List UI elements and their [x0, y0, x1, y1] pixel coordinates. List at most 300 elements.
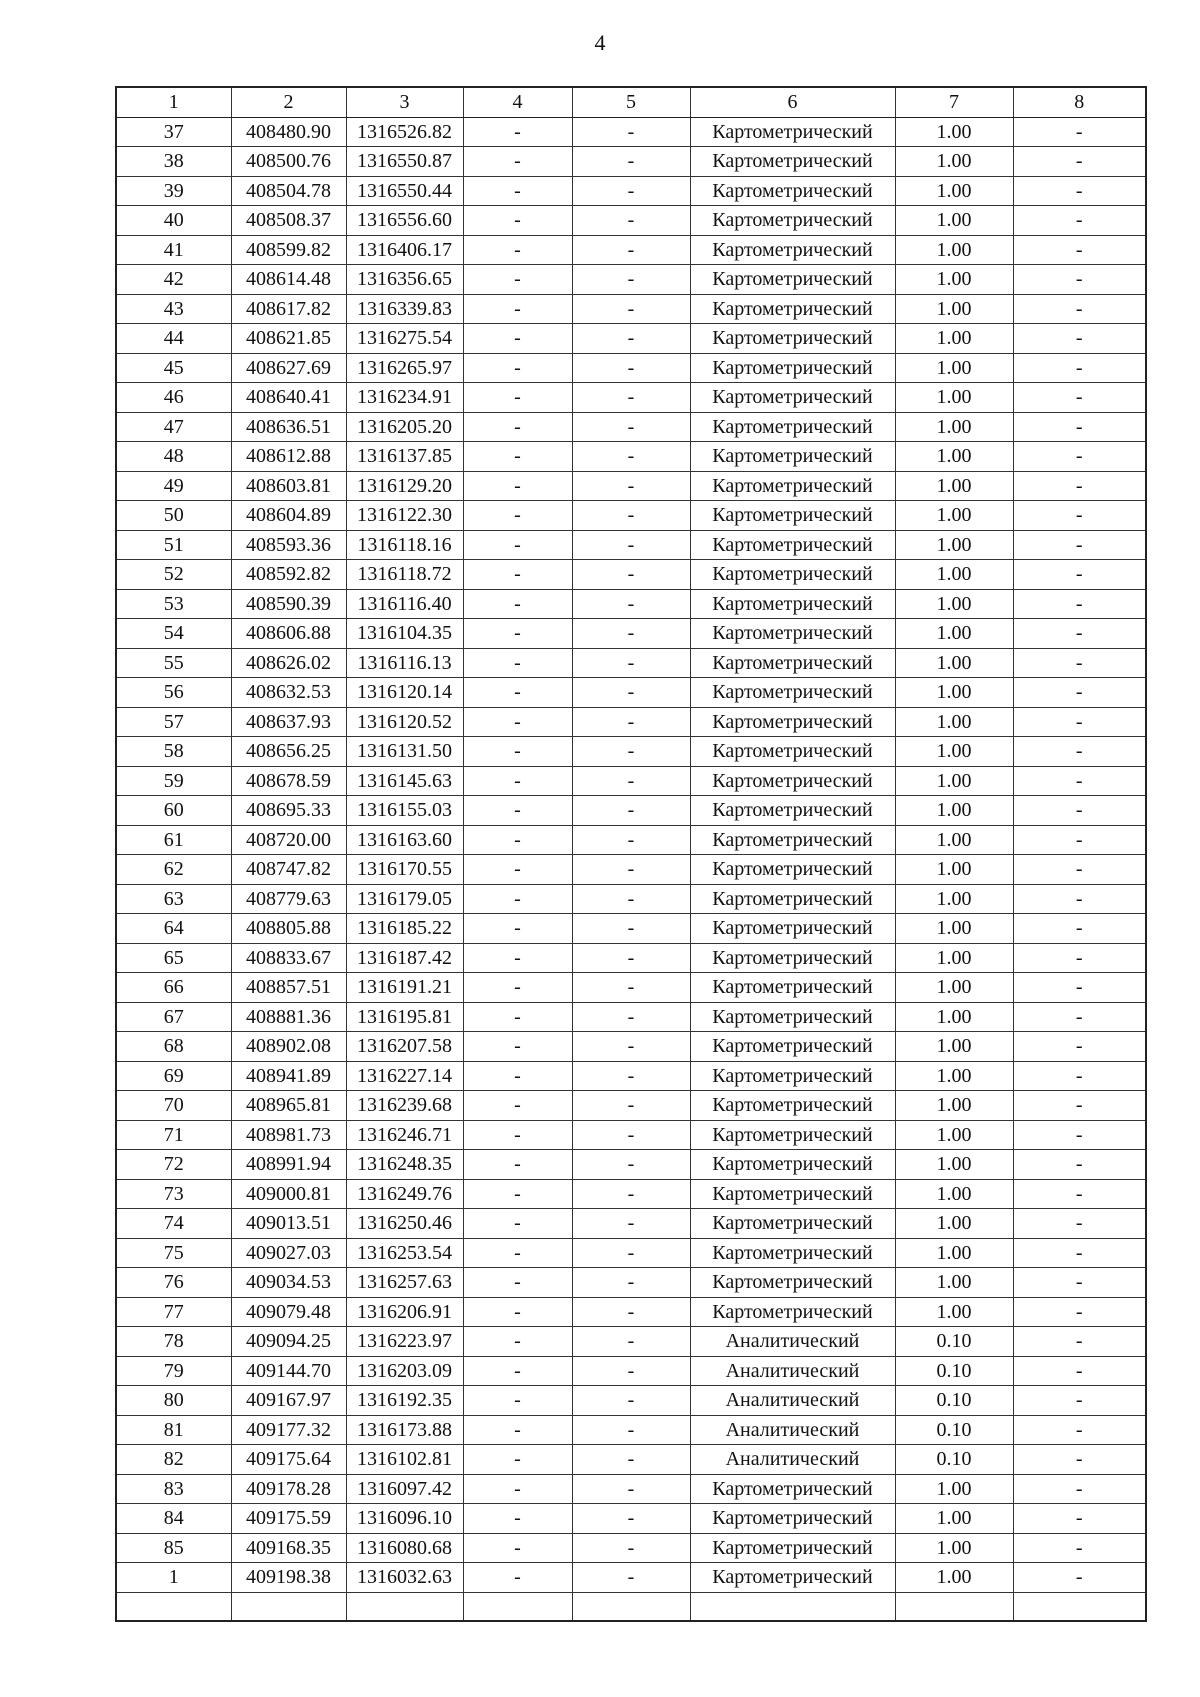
column-4-cell: -	[463, 117, 572, 147]
column-4-cell: -	[463, 1445, 572, 1475]
table-row	[116, 973, 1146, 1003]
y-coordinate-cell: 1316155.03	[346, 796, 463, 826]
point-number-cell: 50	[116, 501, 231, 531]
table-row	[116, 1091, 1146, 1121]
column-8-cell: -	[1013, 294, 1146, 324]
column-header-5: 5	[572, 87, 690, 117]
column-5-cell: -	[572, 619, 690, 649]
table-row	[116, 914, 1146, 944]
x-coordinate-cell: 408590.39	[231, 589, 346, 619]
method-cell: Картометрический	[690, 353, 895, 383]
accuracy-cell: 1.00	[895, 796, 1013, 826]
accuracy-cell: 1.00	[895, 973, 1013, 1003]
method-cell: Картометрический	[690, 1120, 895, 1150]
y-coordinate-cell: 1316275.54	[346, 324, 463, 354]
column-5-cell: -	[572, 353, 690, 383]
x-coordinate-cell: 408695.33	[231, 796, 346, 826]
column-4-cell: -	[463, 1474, 572, 1504]
column-5-cell: -	[572, 265, 690, 295]
y-coordinate-cell: 1316104.35	[346, 619, 463, 649]
column-4-cell: -	[463, 1061, 572, 1091]
accuracy-cell: 1.00	[895, 1061, 1013, 1091]
table-row	[116, 1415, 1146, 1445]
y-coordinate-cell: 1316250.46	[346, 1209, 463, 1239]
y-coordinate-cell: 1316246.71	[346, 1120, 463, 1150]
table-row	[116, 383, 1146, 413]
column-4-cell: -	[463, 294, 572, 324]
y-coordinate-cell: 1316191.21	[346, 973, 463, 1003]
x-coordinate-cell: 409144.70	[231, 1356, 346, 1386]
column-5-cell: -	[572, 412, 690, 442]
method-cell: Картометрический	[690, 206, 895, 236]
x-coordinate-cell: 408593.36	[231, 530, 346, 560]
y-coordinate-cell: 1316406.17	[346, 235, 463, 265]
x-coordinate-cell: 408632.53	[231, 678, 346, 708]
column-4-cell: -	[463, 235, 572, 265]
column-4-cell: -	[463, 855, 572, 885]
x-coordinate-cell: 408606.88	[231, 619, 346, 649]
empty-cell	[572, 1592, 690, 1621]
y-coordinate-cell: 1316118.72	[346, 560, 463, 590]
table-row	[116, 855, 1146, 885]
column-5-cell: -	[572, 324, 690, 354]
y-coordinate-cell: 1316249.76	[346, 1179, 463, 1209]
point-number-cell: 68	[116, 1032, 231, 1062]
y-coordinate-cell: 1316257.63	[346, 1268, 463, 1298]
y-coordinate-cell: 1316116.40	[346, 589, 463, 619]
method-cell: Картометрический	[690, 1474, 895, 1504]
method-cell: Картометрический	[690, 1061, 895, 1091]
column-8-cell: -	[1013, 353, 1146, 383]
accuracy-cell: 1.00	[895, 530, 1013, 560]
table-row	[116, 501, 1146, 531]
column-4-cell: -	[463, 825, 572, 855]
method-cell: Картометрический	[690, 1504, 895, 1534]
column-4-cell: -	[463, 1032, 572, 1062]
point-number-cell: 51	[116, 530, 231, 560]
column-5-cell: -	[572, 1209, 690, 1239]
column-5-cell: -	[572, 1445, 690, 1475]
x-coordinate-cell: 408941.89	[231, 1061, 346, 1091]
point-number-cell: 58	[116, 737, 231, 767]
column-4-cell: -	[463, 1386, 572, 1416]
column-8-cell: -	[1013, 1120, 1146, 1150]
point-number-cell: 84	[116, 1504, 231, 1534]
method-cell: Картометрический	[690, 471, 895, 501]
column-5-cell: -	[572, 1238, 690, 1268]
y-coordinate-cell: 1316227.14	[346, 1061, 463, 1091]
column-8-cell: -	[1013, 707, 1146, 737]
column-4-cell: -	[463, 1150, 572, 1180]
column-8-cell: -	[1013, 1032, 1146, 1062]
method-cell: Картометрический	[690, 1297, 895, 1327]
table-row	[116, 1032, 1146, 1062]
method-cell: Картометрический	[690, 1533, 895, 1563]
coordinates-table-container	[115, 86, 1145, 1622]
accuracy-cell: 0.10	[895, 1327, 1013, 1357]
point-number-cell: 38	[116, 147, 231, 177]
x-coordinate-cell: 409177.32	[231, 1415, 346, 1445]
column-8-cell: -	[1013, 1386, 1146, 1416]
accuracy-cell: 1.00	[895, 412, 1013, 442]
column-5-cell: -	[572, 235, 690, 265]
column-4-cell: -	[463, 1209, 572, 1239]
column-8-cell: -	[1013, 324, 1146, 354]
column-5-cell: -	[572, 1179, 690, 1209]
y-coordinate-cell: 1316122.30	[346, 501, 463, 531]
column-8-cell: -	[1013, 176, 1146, 206]
table-row	[116, 265, 1146, 295]
method-cell: Аналитический	[690, 1415, 895, 1445]
column-8-cell: -	[1013, 796, 1146, 826]
column-8-cell: -	[1013, 1533, 1146, 1563]
accuracy-cell: 1.00	[895, 265, 1013, 295]
point-number-cell: 41	[116, 235, 231, 265]
accuracy-cell: 1.00	[895, 1563, 1013, 1593]
accuracy-cell: 1.00	[895, 383, 1013, 413]
accuracy-cell: 1.00	[895, 589, 1013, 619]
column-4-cell: -	[463, 1091, 572, 1121]
point-number-cell: 69	[116, 1061, 231, 1091]
y-coordinate-cell: 1316096.10	[346, 1504, 463, 1534]
y-coordinate-cell: 1316339.83	[346, 294, 463, 324]
point-number-cell: 73	[116, 1179, 231, 1209]
column-5-cell: -	[572, 943, 690, 973]
method-cell: Картометрический	[690, 412, 895, 442]
accuracy-cell: 1.00	[895, 1032, 1013, 1062]
y-coordinate-cell: 1316129.20	[346, 471, 463, 501]
table-row	[116, 560, 1146, 590]
table-row	[116, 1209, 1146, 1239]
y-coordinate-cell: 1316556.60	[346, 206, 463, 236]
point-number-cell: 47	[116, 412, 231, 442]
column-8-cell: -	[1013, 1297, 1146, 1327]
x-coordinate-cell: 408603.81	[231, 471, 346, 501]
column-5-cell: -	[572, 737, 690, 767]
point-number-cell: 57	[116, 707, 231, 737]
empty-cell	[463, 1592, 572, 1621]
column-5-cell: -	[572, 1150, 690, 1180]
table-row	[116, 1445, 1146, 1475]
accuracy-cell: 1.00	[895, 914, 1013, 944]
column-5-cell: -	[572, 825, 690, 855]
column-8-cell: -	[1013, 530, 1146, 560]
column-4-cell: -	[463, 648, 572, 678]
y-coordinate-cell: 1316137.85	[346, 442, 463, 472]
method-cell: Картометрический	[690, 648, 895, 678]
column-4-cell: -	[463, 530, 572, 560]
table-row	[116, 1563, 1146, 1593]
column-8-cell: -	[1013, 1238, 1146, 1268]
column-4-cell: -	[463, 1238, 572, 1268]
table-row	[116, 707, 1146, 737]
accuracy-cell: 1.00	[895, 1474, 1013, 1504]
point-number-cell: 1	[116, 1563, 231, 1593]
column-4-cell: -	[463, 1179, 572, 1209]
accuracy-cell: 1.00	[895, 1091, 1013, 1121]
column-5-cell: -	[572, 648, 690, 678]
column-4-cell: -	[463, 1504, 572, 1534]
method-cell: Картометрический	[690, 324, 895, 354]
y-coordinate-cell: 1316253.54	[346, 1238, 463, 1268]
point-number-cell: 79	[116, 1356, 231, 1386]
y-coordinate-cell: 1316185.22	[346, 914, 463, 944]
table-row	[116, 442, 1146, 472]
table-row	[116, 1120, 1146, 1150]
column-5-cell: -	[572, 1091, 690, 1121]
column-5-cell: -	[572, 117, 690, 147]
point-number-cell: 39	[116, 176, 231, 206]
table-row	[116, 471, 1146, 501]
table-row	[116, 737, 1146, 767]
accuracy-cell: 1.00	[895, 560, 1013, 590]
point-number-cell: 55	[116, 648, 231, 678]
method-cell: Картометрический	[690, 501, 895, 531]
method-cell: Аналитический	[690, 1445, 895, 1475]
method-cell: Картометрический	[690, 1238, 895, 1268]
y-coordinate-cell: 1316118.16	[346, 530, 463, 560]
x-coordinate-cell: 408637.93	[231, 707, 346, 737]
column-8-cell: -	[1013, 442, 1146, 472]
column-4-cell: -	[463, 1533, 572, 1563]
point-number-cell: 77	[116, 1297, 231, 1327]
y-coordinate-cell: 1316116.13	[346, 648, 463, 678]
method-cell: Картометрический	[690, 176, 895, 206]
column-5-cell: -	[572, 589, 690, 619]
accuracy-cell: 1.00	[895, 678, 1013, 708]
method-cell: Картометрический	[690, 383, 895, 413]
accuracy-cell: 1.00	[895, 1297, 1013, 1327]
accuracy-cell: 1.00	[895, 766, 1013, 796]
accuracy-cell: 1.00	[895, 648, 1013, 678]
method-cell: Аналитический	[690, 1327, 895, 1357]
column-5-cell: -	[572, 855, 690, 885]
x-coordinate-cell: 408991.94	[231, 1150, 346, 1180]
point-number-cell: 62	[116, 855, 231, 885]
y-coordinate-cell: 1316223.97	[346, 1327, 463, 1357]
point-number-cell: 49	[116, 471, 231, 501]
column-8-cell: -	[1013, 147, 1146, 177]
accuracy-cell: 1.00	[895, 206, 1013, 236]
column-5-cell: -	[572, 442, 690, 472]
empty-cell	[116, 1592, 231, 1621]
point-number-cell: 44	[116, 324, 231, 354]
column-8-cell: -	[1013, 648, 1146, 678]
column-4-cell: -	[463, 589, 572, 619]
x-coordinate-cell: 408626.02	[231, 648, 346, 678]
column-4-cell: -	[463, 324, 572, 354]
method-cell: Картометрический	[690, 766, 895, 796]
table-row	[116, 825, 1146, 855]
table-row	[116, 1238, 1146, 1268]
column-8-cell: -	[1013, 973, 1146, 1003]
table-row	[116, 206, 1146, 236]
column-8-cell: -	[1013, 884, 1146, 914]
accuracy-cell: 1.00	[895, 619, 1013, 649]
table-row	[116, 943, 1146, 973]
y-coordinate-cell: 1316032.63	[346, 1563, 463, 1593]
table-row	[116, 1533, 1146, 1563]
y-coordinate-cell: 1316080.68	[346, 1533, 463, 1563]
y-coordinate-cell: 1316206.91	[346, 1297, 463, 1327]
table-row	[116, 1061, 1146, 1091]
point-number-cell: 61	[116, 825, 231, 855]
column-8-cell: -	[1013, 943, 1146, 973]
accuracy-cell: 1.00	[895, 825, 1013, 855]
column-5-cell: -	[572, 1504, 690, 1534]
table-row	[116, 324, 1146, 354]
point-number-cell: 64	[116, 914, 231, 944]
x-coordinate-cell: 408805.88	[231, 914, 346, 944]
column-8-cell: -	[1013, 383, 1146, 413]
table-row	[116, 648, 1146, 678]
table-row	[116, 1474, 1146, 1504]
point-number-cell: 78	[116, 1327, 231, 1357]
point-number-cell: 43	[116, 294, 231, 324]
method-cell: Картометрический	[690, 1002, 895, 1032]
y-coordinate-cell: 1316163.60	[346, 825, 463, 855]
accuracy-cell: 1.00	[895, 471, 1013, 501]
x-coordinate-cell: 408614.48	[231, 265, 346, 295]
x-coordinate-cell: 408604.89	[231, 501, 346, 531]
column-header-1: 1	[116, 87, 231, 117]
column-5-cell: -	[572, 471, 690, 501]
column-4-cell: -	[463, 766, 572, 796]
accuracy-cell: 1.00	[895, 1120, 1013, 1150]
x-coordinate-cell: 408504.78	[231, 176, 346, 206]
column-5-cell: -	[572, 1061, 690, 1091]
column-4-cell: -	[463, 707, 572, 737]
column-4-cell: -	[463, 973, 572, 1003]
column-4-cell: -	[463, 914, 572, 944]
column-4-cell: -	[463, 353, 572, 383]
column-4-cell: -	[463, 737, 572, 767]
empty-cell	[231, 1592, 346, 1621]
point-number-cell: 54	[116, 619, 231, 649]
x-coordinate-cell: 408833.67	[231, 943, 346, 973]
x-coordinate-cell: 409178.28	[231, 1474, 346, 1504]
x-coordinate-cell: 408592.82	[231, 560, 346, 590]
table-row	[116, 1356, 1146, 1386]
column-5-cell: -	[572, 1386, 690, 1416]
method-cell: Картометрический	[690, 1150, 895, 1180]
column-8-cell: -	[1013, 914, 1146, 944]
column-5-cell: -	[572, 914, 690, 944]
accuracy-cell: 1.00	[895, 294, 1013, 324]
point-number-cell: 40	[116, 206, 231, 236]
table-row	[116, 1268, 1146, 1298]
column-8-cell: -	[1013, 560, 1146, 590]
method-cell: Картометрический	[690, 442, 895, 472]
table-header-row	[116, 87, 1146, 117]
accuracy-cell: 1.00	[895, 1533, 1013, 1563]
x-coordinate-cell: 409168.35	[231, 1533, 346, 1563]
column-5-cell: -	[572, 1474, 690, 1504]
column-5-cell: -	[572, 1120, 690, 1150]
x-coordinate-cell: 409167.97	[231, 1386, 346, 1416]
coordinates-table	[115, 86, 1147, 1622]
column-8-cell: -	[1013, 1445, 1146, 1475]
column-5-cell: -	[572, 973, 690, 1003]
table-row	[116, 589, 1146, 619]
table-row	[116, 619, 1146, 649]
x-coordinate-cell: 408656.25	[231, 737, 346, 767]
table-row	[116, 1297, 1146, 1327]
x-coordinate-cell: 408621.85	[231, 324, 346, 354]
column-8-cell: -	[1013, 1504, 1146, 1534]
method-cell: Картометрический	[690, 678, 895, 708]
column-5-cell: -	[572, 1563, 690, 1593]
x-coordinate-cell: 409175.64	[231, 1445, 346, 1475]
x-coordinate-cell: 408617.82	[231, 294, 346, 324]
x-coordinate-cell: 409175.59	[231, 1504, 346, 1534]
table-row	[116, 412, 1146, 442]
y-coordinate-cell: 1316102.81	[346, 1445, 463, 1475]
x-coordinate-cell: 409013.51	[231, 1209, 346, 1239]
y-coordinate-cell: 1316526.82	[346, 117, 463, 147]
column-8-cell: -	[1013, 825, 1146, 855]
accuracy-cell: 1.00	[895, 707, 1013, 737]
column-8-cell: -	[1013, 1415, 1146, 1445]
table-row	[116, 176, 1146, 206]
column-4-cell: -	[463, 501, 572, 531]
column-8-cell: -	[1013, 471, 1146, 501]
column-8-cell: -	[1013, 1209, 1146, 1239]
accuracy-cell: 1.00	[895, 1002, 1013, 1032]
y-coordinate-cell: 1316192.35	[346, 1386, 463, 1416]
point-number-cell: 37	[116, 117, 231, 147]
column-8-cell: -	[1013, 1002, 1146, 1032]
y-coordinate-cell: 1316265.97	[346, 353, 463, 383]
y-coordinate-cell: 1316550.44	[346, 176, 463, 206]
column-8-cell: -	[1013, 206, 1146, 236]
column-4-cell: -	[463, 1297, 572, 1327]
column-8-cell: -	[1013, 1179, 1146, 1209]
column-header-8: 8	[1013, 87, 1146, 117]
y-coordinate-cell: 1316097.42	[346, 1474, 463, 1504]
column-4-cell: -	[463, 1120, 572, 1150]
method-cell: Картометрический	[690, 235, 895, 265]
column-5-cell: -	[572, 147, 690, 177]
accuracy-cell: 1.00	[895, 117, 1013, 147]
method-cell: Картометрический	[690, 589, 895, 619]
column-4-cell: -	[463, 176, 572, 206]
column-4-cell: -	[463, 796, 572, 826]
column-5-cell: -	[572, 383, 690, 413]
accuracy-cell: 1.00	[895, 1209, 1013, 1239]
y-coordinate-cell: 1316187.42	[346, 943, 463, 973]
x-coordinate-cell: 408612.88	[231, 442, 346, 472]
point-number-cell: 76	[116, 1268, 231, 1298]
method-cell: Картометрический	[690, 855, 895, 885]
column-header-2: 2	[231, 87, 346, 117]
method-cell: Картометрический	[690, 884, 895, 914]
y-coordinate-cell: 1316203.09	[346, 1356, 463, 1386]
column-4-cell: -	[463, 1268, 572, 1298]
point-number-cell: 67	[116, 1002, 231, 1032]
y-coordinate-cell: 1316550.87	[346, 147, 463, 177]
empty-cell	[1013, 1592, 1146, 1621]
column-8-cell: -	[1013, 678, 1146, 708]
y-coordinate-cell: 1316356.65	[346, 265, 463, 295]
y-coordinate-cell: 1316205.20	[346, 412, 463, 442]
point-number-cell: 74	[116, 1209, 231, 1239]
accuracy-cell: 1.00	[895, 147, 1013, 177]
method-cell: Картометрический	[690, 1268, 895, 1298]
column-5-cell: -	[572, 1327, 690, 1357]
column-5-cell: -	[572, 1268, 690, 1298]
accuracy-cell: 1.00	[895, 1238, 1013, 1268]
